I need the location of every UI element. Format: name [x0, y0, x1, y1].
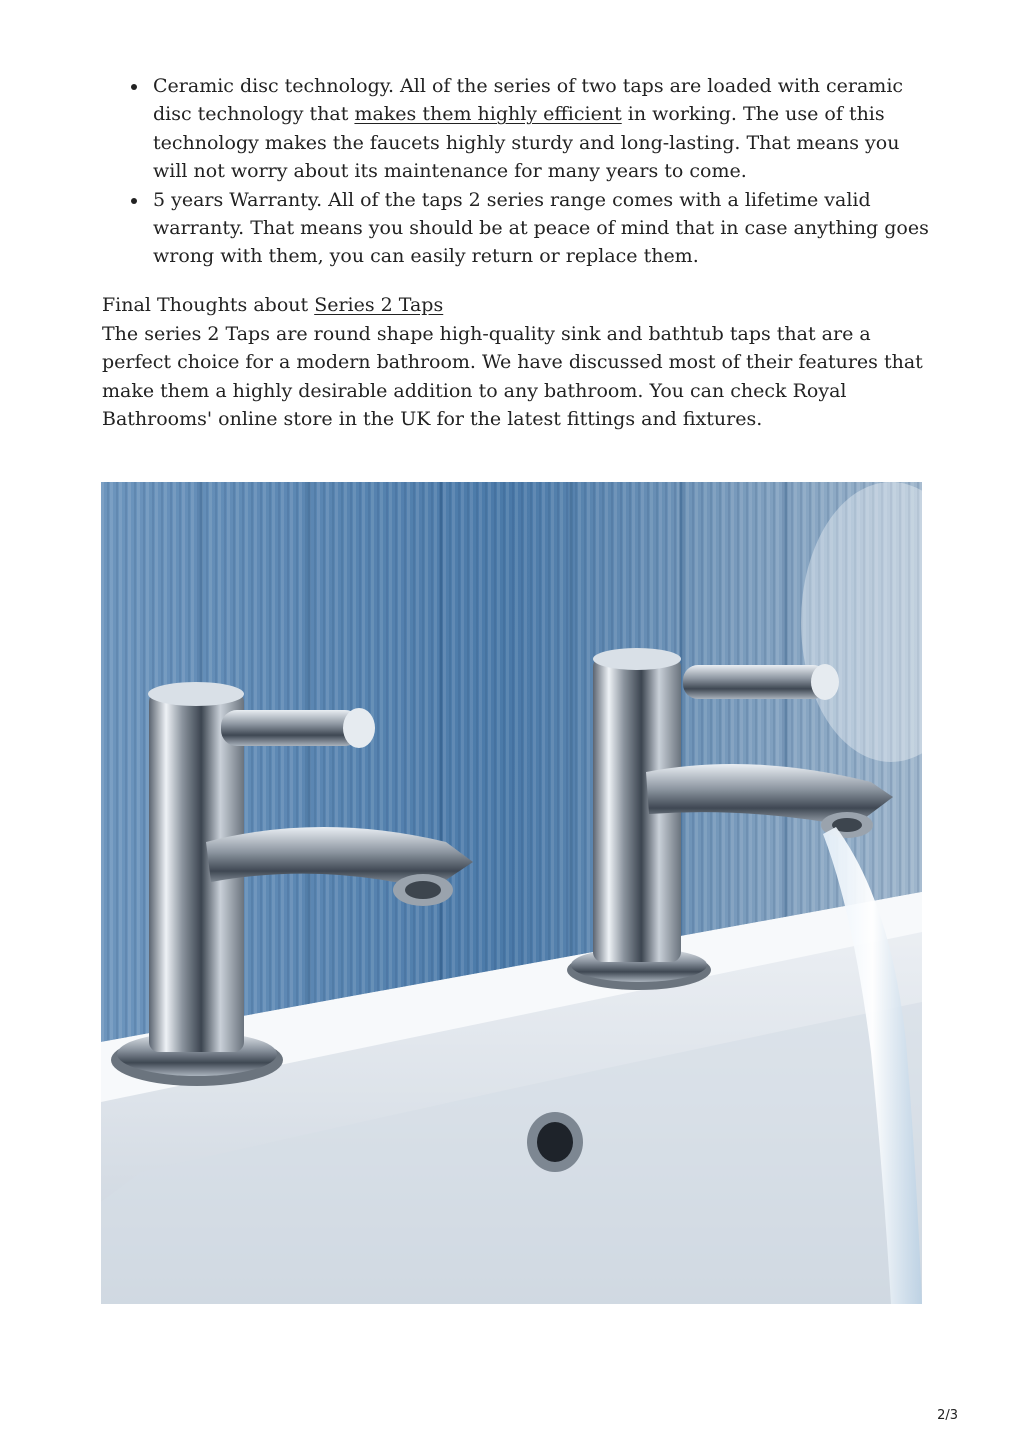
makes-them-highly-efficient-link[interactable]: makes them highly efficient: [354, 103, 622, 126]
list-item: [102, 186, 932, 271]
final-thoughts-heading: [102, 291, 932, 319]
chrome-basin-taps-photo: [101, 482, 922, 1304]
bullet-text: in working. The use of this technology makes the faucets highly sturdy and long-lasting. That means you will not worry about its maintenance for many years to come.: [153, 103, 900, 183]
page-number: 2/3: [937, 1408, 958, 1423]
heading-prefix: Final Thoughts about: [102, 294, 315, 316]
list-item: [102, 72, 932, 186]
final-thoughts-body: The series 2 Taps are round shape high-quality sink and bathtub taps that are a perfect choice for a modern bathroom. We have discussed most of their features that make them a highly desirable addition to any bathroom. You can check Royal Bathrooms' online store in the UK for the latest fittings and fixtures.: [102, 323, 923, 431]
bullet-text: Ceramic disc technology. All of the series of two taps are loaded with ceramic disc technology that: [153, 75, 904, 126]
feature-bullet-list: [102, 72, 932, 271]
bullet-text: 5 years Warranty. All of the taps 2 series range comes with a lifetime valid warranty. That means you should be at peace of mind that in case anything goes wrong with them, you can easily return or replace them.: [153, 188, 929, 268]
series-2-taps-link[interactable]: Series 2 Taps: [314, 294, 444, 316]
